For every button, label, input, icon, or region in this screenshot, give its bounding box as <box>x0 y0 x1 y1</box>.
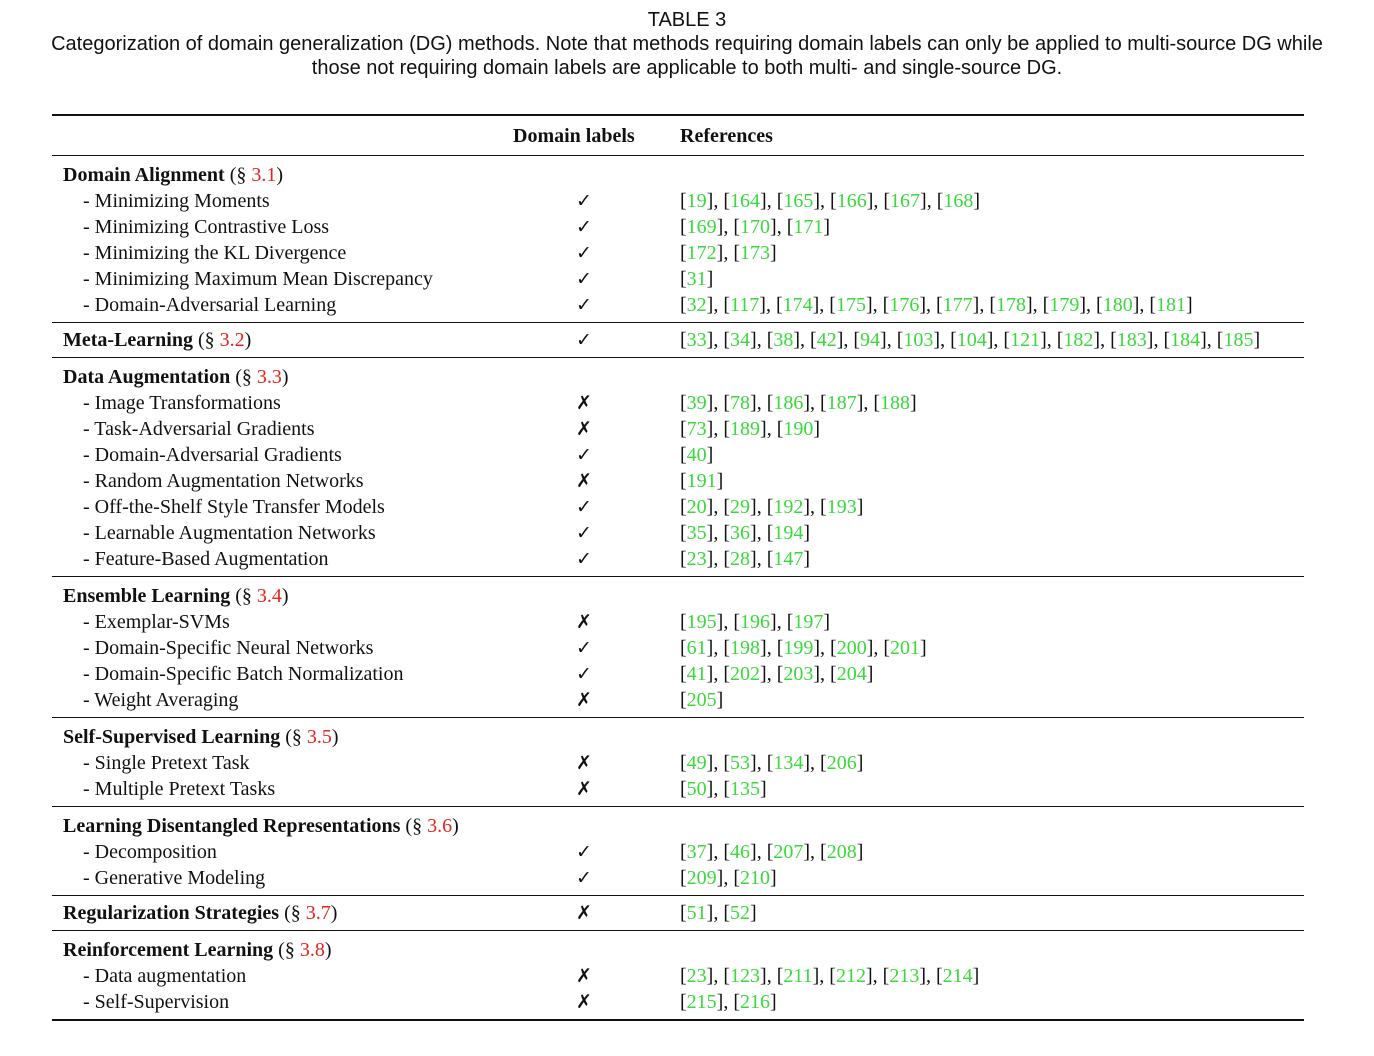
reference-link[interactable]: 191 <box>686 470 717 492</box>
reference-link[interactable]: 185 <box>1223 329 1254 351</box>
reference-link[interactable]: 179 <box>1049 294 1080 316</box>
category-section <box>52 156 1304 322</box>
reference-link[interactable]: 29 <box>730 496 751 518</box>
category-title: Learning Disentangled Representations <box>63 815 401 837</box>
method-row <box>52 661 1304 687</box>
reference-link[interactable]: 169 <box>686 216 717 238</box>
category-section <box>52 577 1304 717</box>
reference-link[interactable]: 181 <box>1156 294 1187 316</box>
references-cell: [19], [164], [165], [166], [167], [168] <box>680 190 981 212</box>
reference-link[interactable]: 214 <box>942 965 973 987</box>
reference-link[interactable]: 189 <box>730 418 761 440</box>
reference-link[interactable]: 187 <box>826 392 857 414</box>
reference-link[interactable]: 51 <box>686 902 707 924</box>
reference-link[interactable]: 178 <box>996 294 1026 316</box>
reference-link[interactable]: 193 <box>826 496 857 518</box>
caption-line-1: Categorization of domain generalization (DG) methods. Note that methods requiring domain labels can only be applied to multi-source DG while <box>51 33 1323 55</box>
check-mark-icon: ✓ <box>576 841 592 863</box>
method-row <box>52 442 1304 468</box>
category-row <box>52 813 1304 839</box>
category-row <box>52 583 1304 609</box>
reference-link[interactable]: 199 <box>783 637 814 659</box>
section-link[interactable]: 3.4 <box>256 585 282 607</box>
reference-link[interactable]: 209 <box>686 867 717 889</box>
reference-link[interactable]: 37 <box>686 841 707 863</box>
reference-link[interactable]: 177 <box>942 294 973 316</box>
section-link[interactable]: 3.2 <box>219 329 245 351</box>
references-cell: [215], [216] <box>680 991 777 1013</box>
reference-link[interactable]: 216 <box>740 991 771 1013</box>
header-domain-labels: Domain labels <box>513 125 635 147</box>
reference-link[interactable]: 35 <box>686 522 707 544</box>
method-row <box>52 188 1304 214</box>
method-name: - Multiple Pretext Tasks <box>83 778 276 800</box>
reference-link[interactable]: 165 <box>783 190 814 212</box>
reference-link[interactable]: 207 <box>773 841 804 863</box>
reference-link[interactable]: 166 <box>836 190 867 212</box>
method-row <box>52 687 1304 713</box>
reference-link[interactable]: 23 <box>686 548 707 570</box>
references-cell: [61], [198], [199], [200], [201] <box>680 637 927 659</box>
category-name: Meta-Learning (§ 3.2) <box>63 329 252 351</box>
cross-mark-icon: ✗ <box>576 965 592 987</box>
category-name: Regularization Strategies (§ 3.7) <box>63 902 338 924</box>
references-cell: [20], [29], [192], [193] <box>680 496 864 518</box>
references-cell: [205] <box>680 689 724 711</box>
reference-link[interactable]: 200 <box>836 637 867 659</box>
check-mark-icon: ✓ <box>576 548 592 570</box>
bottom-rule <box>52 1019 1304 1021</box>
reference-link[interactable]: 211 <box>783 965 813 987</box>
reference-link[interactable]: 210 <box>740 867 771 889</box>
reference-link[interactable]: 186 <box>773 392 804 414</box>
reference-link[interactable]: 42 <box>816 329 837 351</box>
check-mark-icon: ✓ <box>576 496 592 518</box>
method-row <box>52 390 1304 416</box>
reference-link[interactable]: 38 <box>773 329 794 351</box>
category-row <box>52 364 1304 390</box>
method-name: - Minimizing the KL Divergence <box>83 242 347 264</box>
method-row <box>52 266 1304 292</box>
cross-mark-icon: ✗ <box>576 778 592 800</box>
method-row <box>52 609 1304 635</box>
category-section <box>52 807 1304 895</box>
table-body <box>52 156 1304 1019</box>
references-cell: [73], [189], [190] <box>680 418 821 440</box>
cross-mark-icon: ✗ <box>576 611 592 633</box>
references-cell: [39], [78], [186], [187], [188] <box>680 392 917 414</box>
references-cell: [40] <box>680 444 714 466</box>
reference-link[interactable]: 208 <box>826 841 857 863</box>
method-row <box>52 494 1304 520</box>
reference-link[interactable]: 94 <box>860 329 881 351</box>
category-name: Reinforcement Learning (§ 3.8) <box>63 939 332 961</box>
reference-link[interactable]: 197 <box>793 611 824 633</box>
reference-link[interactable]: 41 <box>686 663 707 685</box>
reference-link[interactable]: 194 <box>773 522 804 544</box>
references-cell: [172], [173] <box>680 242 777 264</box>
references-cell: [169], [170], [171] <box>680 216 831 238</box>
cross-mark-icon: ✗ <box>576 752 592 774</box>
reference-link[interactable]: 73 <box>686 418 707 440</box>
category-name: Data Augmentation (§ 3.3) <box>63 366 289 388</box>
reference-link[interactable]: 176 <box>889 294 920 316</box>
caption-line-2: those not requiring domain labels are applicable to both multi- and single-source DG. <box>311 57 1063 79</box>
method-name: - Task-Adversarial Gradients <box>83 418 315 440</box>
reference-link[interactable]: 78 <box>730 392 751 414</box>
method-name: - Minimizing Moments <box>83 190 270 212</box>
method-name: - Domain-Specific Batch Normalization <box>83 663 404 685</box>
category-section <box>52 931 1304 1019</box>
references-cell: [31] <box>680 268 714 290</box>
check-mark-icon: ✓ <box>576 216 592 238</box>
check-mark-icon: ✓ <box>576 190 592 212</box>
reference-link[interactable]: 36 <box>730 522 751 544</box>
method-name: - Domain-Adversarial Gradients <box>83 444 342 466</box>
reference-link[interactable]: 46 <box>730 841 751 863</box>
category-name: Learning Disentangled Representations (§ 3.6) <box>63 815 459 837</box>
check-mark-icon: ✓ <box>576 663 592 685</box>
check-mark-icon: ✓ <box>576 268 592 290</box>
cross-mark-icon: ✗ <box>576 392 592 414</box>
references-cell: [51], [52] <box>680 902 757 924</box>
category-row <box>52 937 1304 963</box>
reference-link[interactable]: 204 <box>836 663 867 685</box>
method-row <box>52 546 1304 572</box>
category-title: Domain Alignment <box>63 164 225 186</box>
method-name: - Off-the-Shelf Style Transfer Models <box>83 496 385 518</box>
reference-link[interactable]: 190 <box>783 418 814 440</box>
section-link[interactable]: 3.3 <box>256 366 282 388</box>
references-cell: [23], [123], [211], [212], [213], [214] <box>680 965 980 987</box>
method-name: - Data augmentation <box>83 965 247 987</box>
reference-link[interactable]: 183 <box>1116 329 1147 351</box>
category-name: Self-Supervised Learning (§ 3.5) <box>63 726 339 748</box>
reference-link[interactable]: 134 <box>773 752 804 774</box>
reference-link[interactable]: 104 <box>956 329 987 351</box>
references-cell: [195], [196], [197] <box>680 611 831 633</box>
cross-mark-icon: ✗ <box>576 991 592 1013</box>
reference-link[interactable]: 53 <box>730 752 751 774</box>
category-title: Ensemble Learning <box>63 585 231 607</box>
method-name: - Single Pretext Task <box>83 752 250 774</box>
method-name: - Random Augmentation Networks <box>83 470 364 492</box>
reference-link[interactable]: 205 <box>686 689 717 711</box>
reference-link[interactable]: 32 <box>686 294 707 316</box>
method-name: - Weight Averaging <box>83 689 239 711</box>
reference-link[interactable]: 52 <box>730 902 751 924</box>
method-row <box>52 416 1304 442</box>
reference-link[interactable]: 195 <box>686 611 717 633</box>
reference-link[interactable]: 103 <box>903 329 934 351</box>
reference-link[interactable]: 175 <box>835 294 866 316</box>
method-row <box>52 214 1304 240</box>
method-name: - Domain-Specific Neural Networks <box>83 637 374 659</box>
reference-link[interactable]: 19 <box>686 190 707 212</box>
check-mark-icon: ✓ <box>576 242 592 264</box>
category-title: Self-Supervised Learning <box>63 726 281 748</box>
method-row <box>52 963 1304 989</box>
method-name: - Self-Supervision <box>83 991 230 1013</box>
method-row <box>52 750 1304 776</box>
reference-link[interactable]: 173 <box>740 242 771 264</box>
reference-link[interactable]: 201 <box>890 637 921 659</box>
reference-link[interactable]: 168 <box>943 190 974 212</box>
table-caption <box>0 8 1374 80</box>
reference-link[interactable]: 123 <box>730 965 761 987</box>
reference-link[interactable]: 33 <box>686 329 707 351</box>
reference-link[interactable]: 39 <box>686 392 707 414</box>
category-row <box>52 900 1304 926</box>
section-link[interactable]: 3.6 <box>427 815 453 837</box>
method-name: - Generative Modeling <box>83 867 266 889</box>
reference-link[interactable]: 49 <box>686 752 707 774</box>
reference-link[interactable]: 196 <box>740 611 771 633</box>
category-title: Reinforcement Learning <box>63 939 274 961</box>
method-name: - Learnable Augmentation Networks <box>83 522 376 544</box>
reference-link[interactable]: 20 <box>686 496 707 518</box>
method-row <box>52 292 1304 318</box>
category-title: Regularization Strategies <box>63 902 280 924</box>
cross-mark-icon: ✗ <box>576 689 592 711</box>
reference-link[interactable]: 202 <box>730 663 761 685</box>
category-section <box>52 323 1304 357</box>
section-link[interactable]: 3.5 <box>306 726 332 748</box>
category-name: Ensemble Learning (§ 3.4) <box>63 585 289 607</box>
method-row <box>52 776 1304 802</box>
method-row <box>52 865 1304 891</box>
method-name: - Decomposition <box>83 841 217 863</box>
table-label: TABLE 3 <box>647 9 727 31</box>
reference-link[interactable]: 203 <box>783 663 814 685</box>
check-mark-icon: ✓ <box>576 522 592 544</box>
check-mark-icon: ✓ <box>576 294 592 316</box>
reference-link[interactable]: 23 <box>686 965 707 987</box>
category-section <box>52 718 1304 806</box>
category-row <box>52 162 1304 188</box>
reference-link[interactable]: 171 <box>793 216 824 238</box>
cross-mark-icon: ✗ <box>576 470 592 492</box>
category-row <box>52 724 1304 750</box>
references-cell: [49], [53], [134], [206] <box>680 752 864 774</box>
references-cell: [37], [46], [207], [208] <box>680 841 864 863</box>
dg-methods-table <box>52 114 1304 1021</box>
reference-link[interactable]: 135 <box>730 778 761 800</box>
reference-link[interactable]: 206 <box>826 752 857 774</box>
reference-link[interactable]: 188 <box>880 392 911 414</box>
table-header <box>52 116 1304 155</box>
references-cell: [32], [117], [174], [175], [176], [177], [178], [179], [180], [181] <box>680 294 1193 316</box>
reference-link[interactable]: 180 <box>1102 294 1133 316</box>
references-cell: [50], [135] <box>680 778 767 800</box>
section-link[interactable]: 3.8 <box>299 939 325 961</box>
method-row <box>52 240 1304 266</box>
category-row <box>52 327 1304 353</box>
reference-link[interactable]: 172 <box>686 242 717 264</box>
reference-link[interactable]: 170 <box>740 216 771 238</box>
references-cell: [209], [210] <box>680 867 777 889</box>
reference-link[interactable]: 198 <box>730 637 761 659</box>
reference-link[interactable]: 40 <box>686 444 707 466</box>
reference-link[interactable]: 192 <box>773 496 804 518</box>
reference-link[interactable]: 117 <box>730 294 760 316</box>
reference-link[interactable]: 50 <box>686 778 707 800</box>
check-mark-icon: ✓ <box>576 867 592 889</box>
category-name: Domain Alignment (§ 3.1) <box>63 164 284 186</box>
method-name: - Exemplar-SVMs <box>83 611 230 633</box>
reference-link[interactable]: 28 <box>730 548 751 570</box>
category-title: Meta-Learning <box>63 329 193 351</box>
category-section <box>52 896 1304 930</box>
reference-link[interactable]: 174 <box>782 294 813 316</box>
section-link[interactable]: 3.7 <box>305 902 331 924</box>
check-mark-icon: ✓ <box>576 329 592 351</box>
references-cell: [191] <box>680 470 724 492</box>
reference-link[interactable]: 147 <box>773 548 804 570</box>
reference-link[interactable]: 121 <box>1010 329 1041 351</box>
references-cell: [35], [36], [194] <box>680 522 811 544</box>
section-link[interactable]: 3.1 <box>251 164 277 186</box>
method-name: - Domain-Adversarial Learning <box>83 294 337 316</box>
reference-link[interactable]: 212 <box>835 965 866 987</box>
method-name: - Image Transformations <box>83 392 281 414</box>
reference-link[interactable]: 182 <box>1063 329 1094 351</box>
reference-link[interactable]: 184 <box>1170 329 1201 351</box>
references-cell: [33], [34], [38], [42], [94], [103], [104], [121], [182], [183], [184], [185] <box>680 329 1261 351</box>
reference-link[interactable]: 164 <box>730 190 761 212</box>
reference-link[interactable]: 34 <box>730 329 751 351</box>
cross-mark-icon: ✗ <box>576 418 592 440</box>
method-name: - Minimizing Contrastive Loss <box>83 216 330 238</box>
category-section <box>52 358 1304 576</box>
reference-link[interactable]: 167 <box>890 190 921 212</box>
method-row <box>52 635 1304 661</box>
method-row <box>52 989 1304 1015</box>
references-cell: [23], [28], [147] <box>680 548 811 570</box>
check-mark-icon: ✓ <box>576 637 592 659</box>
reference-link[interactable]: 31 <box>686 268 707 290</box>
references-cell: [41], [202], [203], [204] <box>680 663 874 685</box>
category-title: Data Augmentation <box>63 366 231 388</box>
header-references: References <box>680 125 773 147</box>
method-row <box>52 839 1304 865</box>
reference-link[interactable]: 213 <box>889 965 920 987</box>
reference-link[interactable]: 61 <box>686 637 707 659</box>
method-name: - Feature-Based Augmentation <box>83 548 329 570</box>
method-row <box>52 468 1304 494</box>
check-mark-icon: ✓ <box>576 444 592 466</box>
method-row <box>52 520 1304 546</box>
reference-link[interactable]: 215 <box>686 991 717 1013</box>
cross-mark-icon: ✗ <box>576 902 592 924</box>
method-name: - Minimizing Maximum Mean Discrepancy <box>83 268 433 290</box>
